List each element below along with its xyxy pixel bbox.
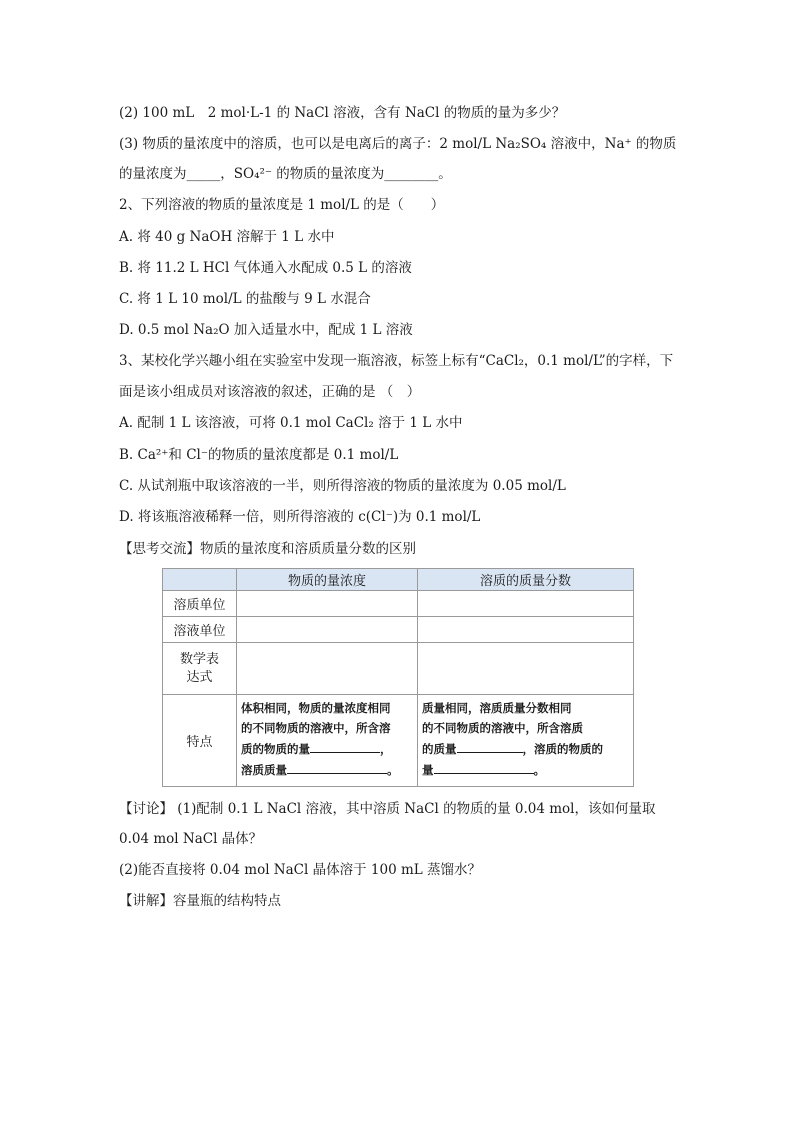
question-2-option-c: C. 将 1 L 10 mol/L 的盐酸与 9 L 水混合 — [119, 291, 371, 307]
question-1-part-2: (2) 100 mL 2 mol·L-1 的 NaCl 溶液，含有 NaCl 的物质的量为多少？ — [119, 105, 566, 121]
feat1-line-2: 的不同物质的溶液中，所含溶 — [241, 721, 391, 735]
discussion-2: (2)能否直接将 0.04 mol NaCl 晶体溶于 100 mL 蒸馏水？ — [119, 862, 482, 878]
feat2-line-3-tail: ，溶质的物质的 — [522, 742, 603, 756]
header-blank — [163, 569, 237, 591]
question-2-stem: 2、下列溶液的物质的量浓度是 1 mol/L 的是（ ） — [119, 197, 445, 213]
question-3-option-b: B. Ca²⁺和 Cl⁻的物质的量浓度都是 0.1 mol/L — [119, 447, 399, 463]
question-1-part-3-line-2: 的量浓度为_____，SO₄²⁻ 的物质的量浓度为________。 — [119, 166, 452, 182]
question-3-stem-line-2: 面是该小组成员对该溶液的叙述，正确的是 （ ） — [119, 384, 421, 400]
answer-cell[interactable] — [237, 591, 418, 617]
comparison-table — [162, 568, 634, 787]
feat1-line-3: 质的物质的量 — [241, 742, 310, 756]
fill-blank[interactable] — [287, 759, 387, 774]
row-label-expression — [163, 643, 237, 695]
discussion-1-line-1: 【讨论】 (1)配制 0.1 L NaCl 溶液，其中溶质 NaCl 的物质的量 0.04 mol，该如何量取 — [119, 801, 656, 817]
question-2-option-b: B. 将 11.2 L HCl 气体通入水配成 0.5 L 的溶液 — [119, 260, 412, 276]
table-row — [163, 643, 634, 695]
answer-cell[interactable] — [237, 643, 418, 695]
explain-heading: 【讲解】容量瓶的结构特点 — [119, 893, 281, 909]
fill-blank[interactable] — [310, 738, 380, 753]
answer-cell[interactable] — [237, 617, 418, 643]
table-header-row — [163, 569, 634, 591]
feat2-line-2: 的不同物质的溶液中，所含溶质 — [422, 721, 583, 735]
feat2-line-4-tail: 。 — [533, 763, 545, 777]
answer-cell[interactable] — [418, 643, 634, 695]
header-mass-fraction: 溶质的质量分数 — [418, 569, 634, 591]
feature-mass-fraction — [418, 695, 634, 787]
feat2-line-1: 质量相同，溶质质量分数相同 — [422, 701, 572, 715]
row-label-expression-line-2: 达式 — [186, 669, 213, 685]
row-label-solution-unit: 溶液单位 — [163, 617, 237, 643]
feat1-line-4: 溶质质量 — [241, 763, 287, 777]
feature-molar-concentration — [237, 695, 418, 787]
fill-blank[interactable] — [457, 738, 523, 753]
row-label-expression-line-1: 数学表 — [179, 651, 219, 667]
table-row — [163, 617, 634, 643]
row-label-solute-unit: 溶质单位 — [163, 591, 237, 617]
think-exchange-heading: 【思考交流】物质的量浓度和溶质质量分数的区别 — [119, 541, 416, 557]
answer-cell[interactable] — [418, 617, 634, 643]
feat2-line-4: 量 — [422, 763, 434, 777]
header-molar-concentration: 物质的量浓度 — [237, 569, 418, 591]
question-3-option-d: D. 将该瓶溶液稀释一倍，则所得溶液的 c(Cl⁻)为 0.1 mol/L — [119, 509, 481, 525]
row-label-features: 特点 — [163, 695, 237, 787]
feat2-line-3: 的质量 — [422, 742, 457, 756]
answer-cell[interactable] — [418, 591, 634, 617]
discussion-1-line-2: 0.04 mol NaCl 晶体？ — [119, 831, 263, 847]
table-row — [163, 695, 634, 787]
question-2-option-a: A. 将 40 g NaOH 溶解于 1 L 水中 — [119, 229, 335, 245]
feat1-line-1: 体积相同，物质的量浓度相同 — [241, 701, 391, 715]
fill-blank[interactable] — [434, 759, 534, 774]
question-1-part-3-line-1: (3) 物质的量浓度中的溶质，也可以是电离后的离子：2 mol/L Na₂SO₄ 溶液中，Na⁺ 的物质 — [119, 136, 677, 152]
question-3-option-c: C. 从试剂瓶中取该溶液的一半，则所得溶液的物质的量浓度为 0.05 mol/L — [119, 478, 566, 494]
question-3-option-a: A. 配制 1 L 该溶液，可将 0.1 mol CaCl₂ 溶于 1 L 水中 — [119, 415, 463, 431]
table-row — [163, 591, 634, 617]
feat1-line-4-tail: 。 — [387, 763, 399, 777]
question-2-option-d: D. 0.5 mol Na₂O 加入适量水中，配成 1 L 溶液 — [119, 322, 413, 338]
feat1-line-3-tail: ， — [380, 742, 392, 756]
question-3-stem-line-1: 3、某校化学兴趣小组在实验室中发现一瓶溶液，标签上标有“CaCl₂，0.1 mol/L”的字样，下 — [119, 353, 674, 369]
